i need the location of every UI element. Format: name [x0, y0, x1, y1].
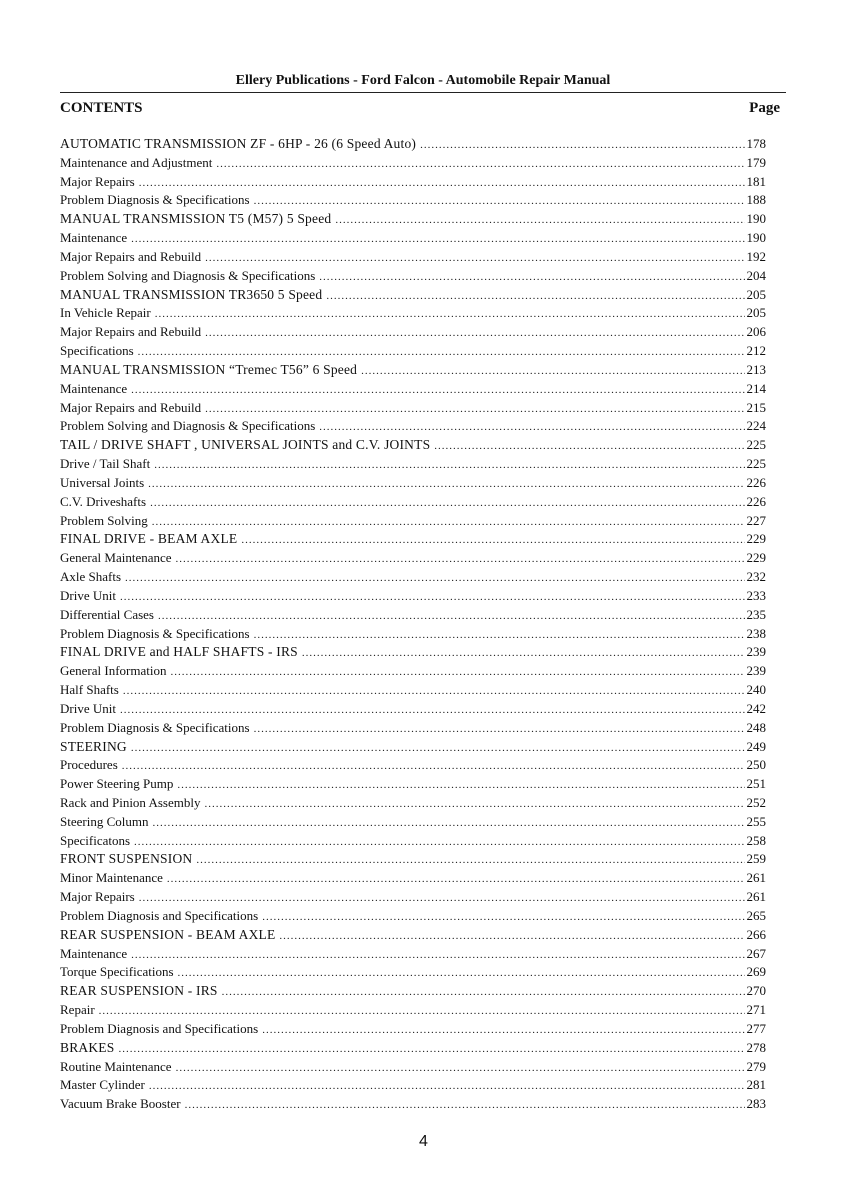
toc-entry-title: MANUAL TRANSMISSION “Tremec T56” 6 Speed — [60, 361, 358, 377]
toc-entry-title: FINAL DRIVE - BEAM AXLE — [60, 531, 238, 547]
toc-entry-page: 271 — [746, 1002, 766, 1018]
toc-entry-title: Major Repairs and Rebuild — [60, 248, 202, 264]
toc-entry — [60, 249, 766, 268]
dot-leader — [254, 195, 745, 207]
dot-leader — [196, 854, 744, 866]
dot-leader — [205, 327, 744, 339]
toc-entry-page: 238 — [746, 625, 766, 641]
toc-entry-title: Torque Specifications — [60, 964, 174, 980]
toc-entry-page: 225 — [746, 437, 766, 453]
toc-entry — [60, 1002, 766, 1021]
toc-entry-title: In Vehicle Repair — [60, 305, 151, 321]
toc-entry-title: Steering Column — [60, 813, 149, 829]
toc-entry-title: Problem Diagnosis and Specifications — [60, 1020, 259, 1036]
dot-leader — [434, 440, 744, 452]
toc-entry-title: Major Repairs and Rebuild — [60, 324, 202, 340]
toc-entry-title: Problem Solving and Diagnosis & Specifications — [60, 418, 316, 434]
toc-entry-page: 251 — [746, 776, 766, 792]
toc-entry-title: Specificatons — [60, 832, 131, 848]
dot-leader — [118, 1043, 744, 1055]
toc-section-entry — [60, 851, 766, 870]
toc-entry-title: Major Repairs — [60, 889, 135, 905]
toc-entry-page: 261 — [746, 870, 766, 886]
toc-entry-title: Problem Diagnosis & Specifications — [60, 719, 250, 735]
toc-entry-page: 206 — [746, 324, 766, 340]
toc-entry-page: 277 — [746, 1020, 766, 1036]
toc-entry-page: 226 — [746, 474, 766, 490]
toc-entry — [60, 833, 766, 852]
dot-leader — [123, 685, 745, 697]
toc-entry-title: Drive Unit — [60, 587, 116, 603]
toc-entry-title: Drive Unit — [60, 700, 116, 716]
toc-entry-page: 215 — [746, 399, 766, 415]
toc-entry-title: AUTOMATIC TRANSMISSION ZF - 6HP - 26 (6 Speed Auto) — [60, 136, 417, 151]
dot-leader — [326, 290, 744, 302]
toc-entry-title: BRAKES — [60, 1039, 115, 1055]
toc-entry-page: 249 — [746, 738, 766, 754]
dot-leader — [177, 779, 744, 791]
toc-entry-page: 178 — [746, 136, 766, 151]
toc-entry — [60, 1059, 766, 1078]
toc-entry-page: 232 — [746, 569, 766, 585]
toc-entry-title: Problem Diagnosis & Specifications — [60, 192, 250, 208]
toc-entry — [60, 305, 766, 324]
toc-entry-page: 229 — [746, 550, 766, 566]
contents-heading: CONTENTS — [60, 100, 143, 116]
page-column-heading: Page — [749, 100, 780, 116]
toc-entry-title: TAIL / DRIVE SHAFT , UNIVERSAL JOINTS and C.V. JOINTS — [60, 437, 431, 453]
toc-entry — [60, 174, 766, 193]
toc-entry — [60, 1021, 766, 1040]
toc-entry — [60, 494, 766, 513]
toc-entry-title: MANUAL TRANSMISSION T5 (M57) 5 Speed — [60, 211, 332, 227]
toc-entry-title: Maintenance and Adjustment — [60, 154, 213, 170]
toc-entry-title: Minor Maintenance — [60, 870, 163, 886]
toc-entry — [60, 720, 766, 739]
toc-entry-title: Maintenance — [60, 945, 128, 961]
toc-entry — [60, 268, 766, 287]
toc-entry-page: 269 — [746, 964, 766, 980]
table-of-contents — [60, 136, 766, 1115]
dot-leader — [170, 666, 744, 678]
toc-section-entry — [60, 136, 766, 155]
toc-entry-page: 248 — [746, 719, 766, 735]
toc-entry — [60, 795, 766, 814]
toc-entry-title: Procedures — [60, 757, 118, 773]
toc-entry — [60, 456, 766, 475]
dot-leader — [131, 233, 744, 245]
dot-leader — [319, 421, 744, 433]
toc-entry-page: 258 — [746, 832, 766, 848]
dot-leader — [204, 798, 744, 810]
toc-entry-title: REAR SUSPENSION - BEAM AXLE — [60, 926, 276, 942]
toc-entry — [60, 418, 766, 437]
dot-leader — [279, 930, 744, 942]
toc-entry-title: FRONT SUSPENSION — [60, 851, 193, 867]
dot-leader — [319, 271, 744, 283]
toc-section-entry — [60, 739, 766, 758]
toc-entry-page: 239 — [746, 644, 766, 660]
toc-section-entry — [60, 437, 766, 456]
toc-entry-page: 267 — [746, 945, 766, 961]
toc-entry-title: General Information — [60, 663, 167, 679]
toc-entry-title: Half Shafts — [60, 682, 119, 698]
toc-section-entry — [60, 362, 766, 381]
dot-leader — [222, 986, 745, 998]
dot-leader — [155, 308, 745, 320]
toc-entry-page: 229 — [746, 531, 766, 547]
toc-entry-title: Differential Cases — [60, 606, 154, 622]
toc-entry-title: Major Repairs and Rebuild — [60, 399, 202, 415]
toc-entry — [60, 1096, 766, 1115]
dot-leader — [131, 742, 745, 754]
toc-entry — [60, 870, 766, 889]
toc-entry-title: Specifications — [60, 343, 134, 359]
toc-entry-title: Rack and Pinion Assembly — [60, 794, 201, 810]
toc-entry-page: 205 — [746, 286, 766, 302]
toc-entry-title: MANUAL TRANSMISSION TR3650 5 Speed — [60, 286, 323, 302]
dot-leader — [149, 1080, 745, 1092]
toc-entry-title: Major Repairs — [60, 173, 135, 189]
toc-entry-title: Problem Diagnosis and Specifications — [60, 907, 259, 923]
toc-entry — [60, 192, 766, 211]
dot-leader — [120, 591, 745, 603]
toc-entry-page: 240 — [746, 682, 766, 698]
toc-entry-page: 239 — [746, 663, 766, 679]
toc-entry — [60, 757, 766, 776]
toc-entry — [60, 908, 766, 927]
dot-leader — [99, 1005, 745, 1017]
toc-entry-title: Problem Solving and Diagnosis & Specifications — [60, 267, 316, 283]
dot-leader — [152, 817, 744, 829]
toc-entry-page: 192 — [746, 248, 766, 264]
dot-leader — [302, 647, 745, 659]
dot-leader — [241, 534, 744, 546]
toc-entry — [60, 230, 766, 249]
dot-leader — [262, 911, 744, 923]
toc-entry-page: 255 — [746, 813, 766, 829]
toc-entry-page: 281 — [746, 1077, 766, 1093]
toc-entry-title: Power Steering Pump — [60, 776, 174, 792]
toc-entry-page: 188 — [746, 192, 766, 208]
toc-entry-page: 213 — [746, 361, 766, 377]
dot-leader — [176, 553, 745, 565]
toc-entry-title: Vacuum Brake Booster — [60, 1096, 181, 1112]
dot-leader — [125, 572, 744, 584]
toc-entry-page: 283 — [746, 1096, 766, 1112]
toc-entry-page: 279 — [746, 1058, 766, 1074]
dot-leader — [167, 873, 745, 885]
dot-leader — [131, 949, 744, 961]
toc-entry — [60, 889, 766, 908]
toc-entry-page: 261 — [746, 889, 766, 905]
dot-leader — [139, 177, 745, 189]
toc-entry-title: STEERING — [60, 738, 127, 754]
dot-leader — [131, 384, 744, 396]
toc-entry-title: C.V. Driveshafts — [60, 493, 147, 509]
toc-entry — [60, 946, 766, 965]
dot-leader — [254, 723, 745, 735]
toc-entry — [60, 607, 766, 626]
toc-entry — [60, 814, 766, 833]
toc-entry — [60, 550, 766, 569]
toc-entry — [60, 626, 766, 645]
dot-leader — [185, 1099, 745, 1111]
toc-entry-page: 224 — [746, 418, 766, 434]
dot-leader — [176, 1062, 745, 1074]
toc-entry-title: Repair — [60, 1002, 95, 1018]
toc-entry-page: 190 — [746, 230, 766, 246]
toc-entry — [60, 682, 766, 701]
toc-entry-page: 266 — [746, 926, 766, 942]
toc-entry-title: Routine Maintenance — [60, 1058, 172, 1074]
dot-leader — [254, 629, 745, 641]
toc-entry-page: 265 — [746, 907, 766, 923]
toc-entry — [60, 343, 766, 362]
toc-entry — [60, 513, 766, 532]
dot-leader — [335, 214, 744, 226]
toc-entry — [60, 475, 766, 494]
toc-entry-page: 242 — [746, 700, 766, 716]
toc-entry-page: 233 — [746, 587, 766, 603]
toc-entry-title: Maintenance — [60, 380, 128, 396]
toc-entry — [60, 964, 766, 983]
toc-entry-page: 252 — [746, 794, 766, 810]
toc-section-entry — [60, 1040, 766, 1059]
dot-leader — [216, 158, 744, 170]
toc-entry-page: 181 — [746, 173, 766, 189]
toc-entry-title: General Maintenance — [60, 550, 172, 566]
toc-entry-title: Maintenance — [60, 230, 128, 246]
toc-entry-title: REAR SUSPENSION - IRS — [60, 983, 218, 999]
page-number: 4 — [419, 1133, 428, 1150]
toc-section-entry — [60, 211, 766, 230]
toc-entry-page: 259 — [746, 851, 766, 867]
toc-entry-page: 205 — [746, 305, 766, 321]
toc-entry-page: 250 — [746, 757, 766, 773]
toc-section-entry — [60, 927, 766, 946]
running-header — [60, 72, 786, 93]
toc-section-entry — [60, 531, 766, 550]
toc-entry-page: 204 — [746, 267, 766, 283]
toc-section-entry — [60, 644, 766, 663]
dot-leader — [205, 403, 744, 415]
dot-leader — [262, 1024, 744, 1036]
dot-leader — [120, 704, 745, 716]
toc-entry-page: 278 — [746, 1039, 766, 1055]
dot-leader — [205, 252, 744, 264]
dot-leader — [139, 892, 745, 904]
toc-entry-page: 212 — [746, 343, 766, 359]
toc-entry — [60, 381, 766, 400]
toc-section-entry — [60, 287, 766, 306]
toc-section-entry — [60, 983, 766, 1002]
header-title: Ellery Publications - Ford Falcon - Automobile Repair Manual — [235, 73, 611, 88]
dot-leader — [134, 836, 744, 848]
toc-entry-title: Axle Shafts — [60, 569, 122, 585]
toc-entry-page: 226 — [746, 493, 766, 509]
toc-entry-page: 179 — [746, 154, 766, 170]
toc-entry — [60, 701, 766, 720]
toc-entry-title: Master Cylinder — [60, 1077, 145, 1093]
toc-entry — [60, 776, 766, 795]
toc-entry-page: 227 — [746, 512, 766, 528]
toc-entry-page: 270 — [746, 983, 766, 999]
toc-entry-page: 190 — [746, 211, 766, 227]
dot-leader — [122, 760, 745, 772]
dot-leader — [150, 497, 744, 509]
dot-leader — [138, 346, 745, 358]
dot-leader — [154, 459, 744, 471]
toc-entry — [60, 400, 766, 419]
toc-entry-title: Universal Joints — [60, 474, 145, 490]
toc-entry — [60, 1077, 766, 1096]
dot-leader — [158, 610, 745, 622]
toc-entry-title: FINAL DRIVE and HALF SHAFTS - IRS — [60, 644, 298, 660]
toc-entry-page: 214 — [746, 380, 766, 396]
toc-entry — [60, 588, 766, 607]
toc-entry-title: Problem Solving — [60, 512, 148, 528]
toc-entry — [60, 155, 766, 174]
toc-entry-title: Problem Diagnosis & Specifications — [60, 625, 250, 641]
toc-entry — [60, 663, 766, 682]
dot-leader — [178, 967, 745, 979]
dot-leader — [420, 139, 744, 151]
toc-entry — [60, 569, 766, 588]
dot-leader — [152, 516, 745, 528]
toc-entry — [60, 324, 766, 343]
dot-leader — [148, 478, 744, 490]
toc-entry-page: 225 — [746, 456, 766, 472]
toc-entry-page: 235 — [746, 606, 766, 622]
toc-entry-title: Drive / Tail Shaft — [60, 456, 151, 472]
dot-leader — [361, 365, 744, 377]
